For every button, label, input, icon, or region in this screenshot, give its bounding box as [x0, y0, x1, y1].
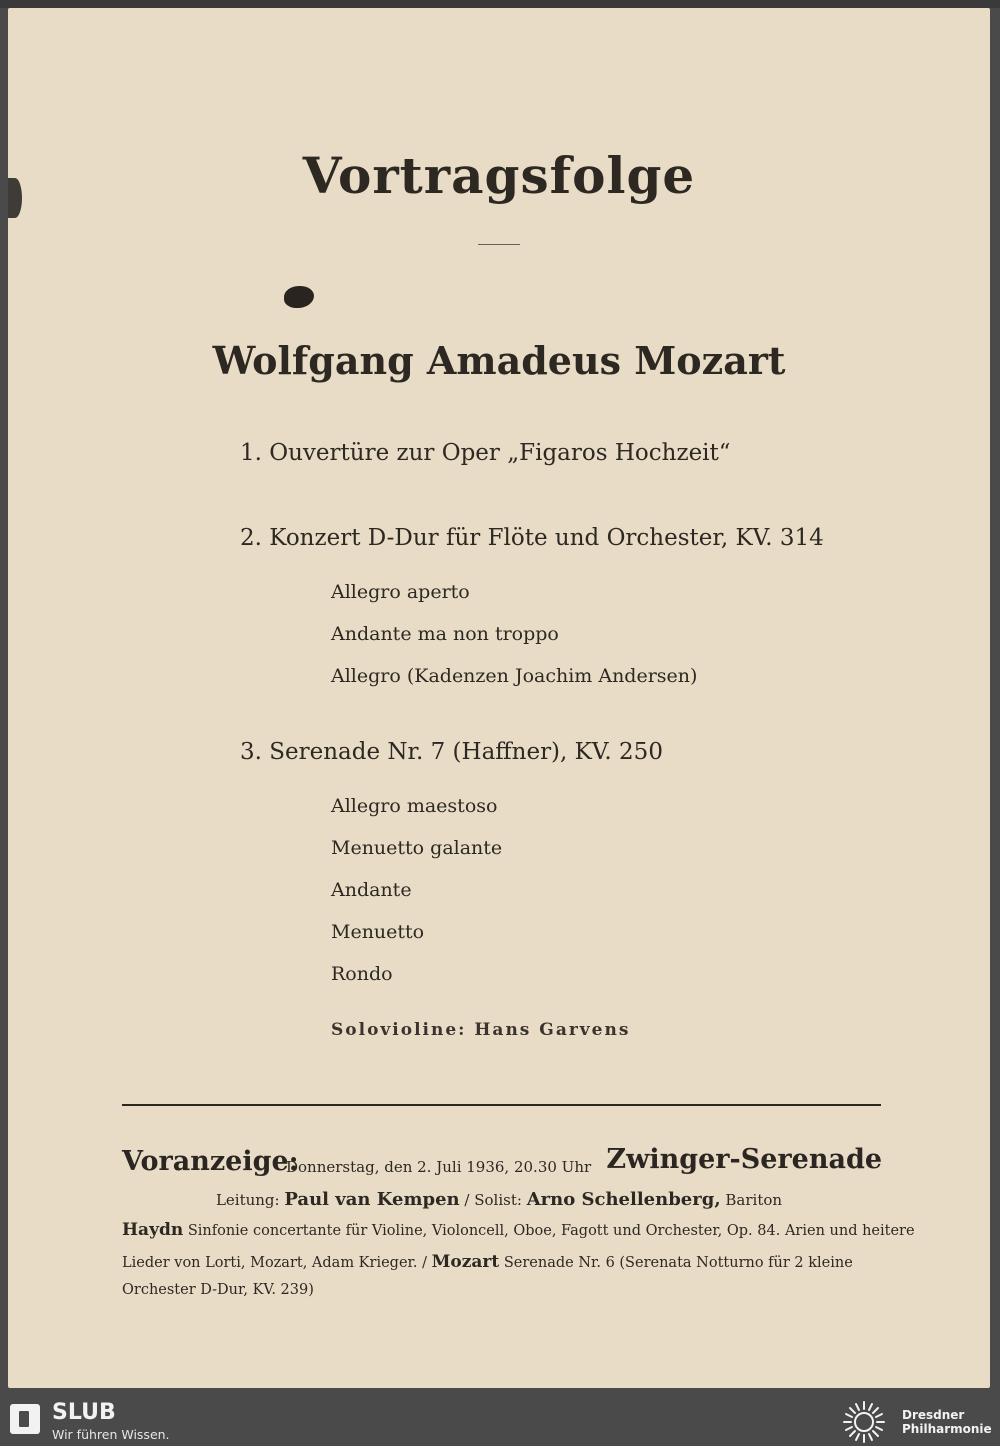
programme-item-3: 3. Serenade Nr. 7 (Haffner), KV. 250	[240, 739, 663, 765]
section-divider	[122, 1104, 881, 1106]
slub-logo-icon[interactable]	[10, 1404, 40, 1434]
composer-mozart: Mozart	[431, 1252, 500, 1272]
voice-type: Bariton	[725, 1191, 783, 1209]
slub-tagline: Wir führen Wissen.	[52, 1427, 170, 1442]
preview-line-2: Lieder von Lorti, Mozart, Adam Krieger. / Mozart Serenade Nr. 6 (Serenata Notturno für 2 kleine	[122, 1252, 853, 1272]
leitung-label: Leitung:	[215, 1191, 280, 1209]
preview-performers	[8, 1189, 990, 1210]
movement: Allegro maestoso	[331, 795, 498, 817]
preview-line-1: Haydn Sinfonie concertante für Violine, Violoncell, Oboe, Fagott und Orchester, Op. 84. Arien und heitere	[122, 1220, 915, 1240]
programme-item-2: 2. Konzert D-Dur für Flöte und Orchester, KV. 314	[240, 525, 824, 551]
movement: Andante	[331, 879, 412, 901]
page-title: Vortragsfolge	[302, 146, 696, 205]
preview-event: Zwinger-Serenade	[606, 1144, 882, 1175]
preview-line-3: Orchester D-Dur, KV. 239)	[122, 1282, 314, 1298]
title-divider	[478, 244, 520, 245]
sunburst-logo-icon[interactable]	[842, 1400, 886, 1444]
movement: Menuetto	[331, 921, 425, 943]
composer-haydn: Haydn	[122, 1220, 184, 1240]
preview-soloist: Arno Schellenberg,	[526, 1189, 721, 1210]
conductor-name: Paul van Kempen	[284, 1189, 460, 1210]
programme-sheet	[8, 8, 990, 1388]
preview-date: Donnerstag, den 2. Juli 1936, 20.30 Uhr	[286, 1158, 592, 1176]
preview-label: Voranzeige:	[122, 1146, 299, 1177]
movement: Allegro (Kadenzen Joachim Andersen)	[331, 665, 698, 687]
movement: Andante ma non troppo	[331, 623, 559, 645]
solist-label: / Solist:	[464, 1191, 522, 1209]
movement: Rondo	[331, 963, 393, 985]
composer-heading: Wolfgang Amadeus Mozart	[212, 338, 786, 383]
movement: Menuetto galante	[331, 837, 503, 859]
footer-bar	[0, 1396, 1000, 1446]
dresdner-philharmonie-name[interactable]: Dresdner Philharmonie	[902, 1408, 992, 1436]
ink-stain	[284, 286, 314, 308]
slub-name[interactable]: SLUB	[52, 1400, 116, 1425]
movement: Allegro aperto	[331, 581, 470, 603]
soloist-credit: Solovioline: Hans Garvens	[331, 1020, 631, 1040]
scan-border	[0, 0, 1000, 8]
programme-item-1: 1. Ouvertüre zur Oper „Figaros Hochzeit“	[240, 440, 731, 466]
